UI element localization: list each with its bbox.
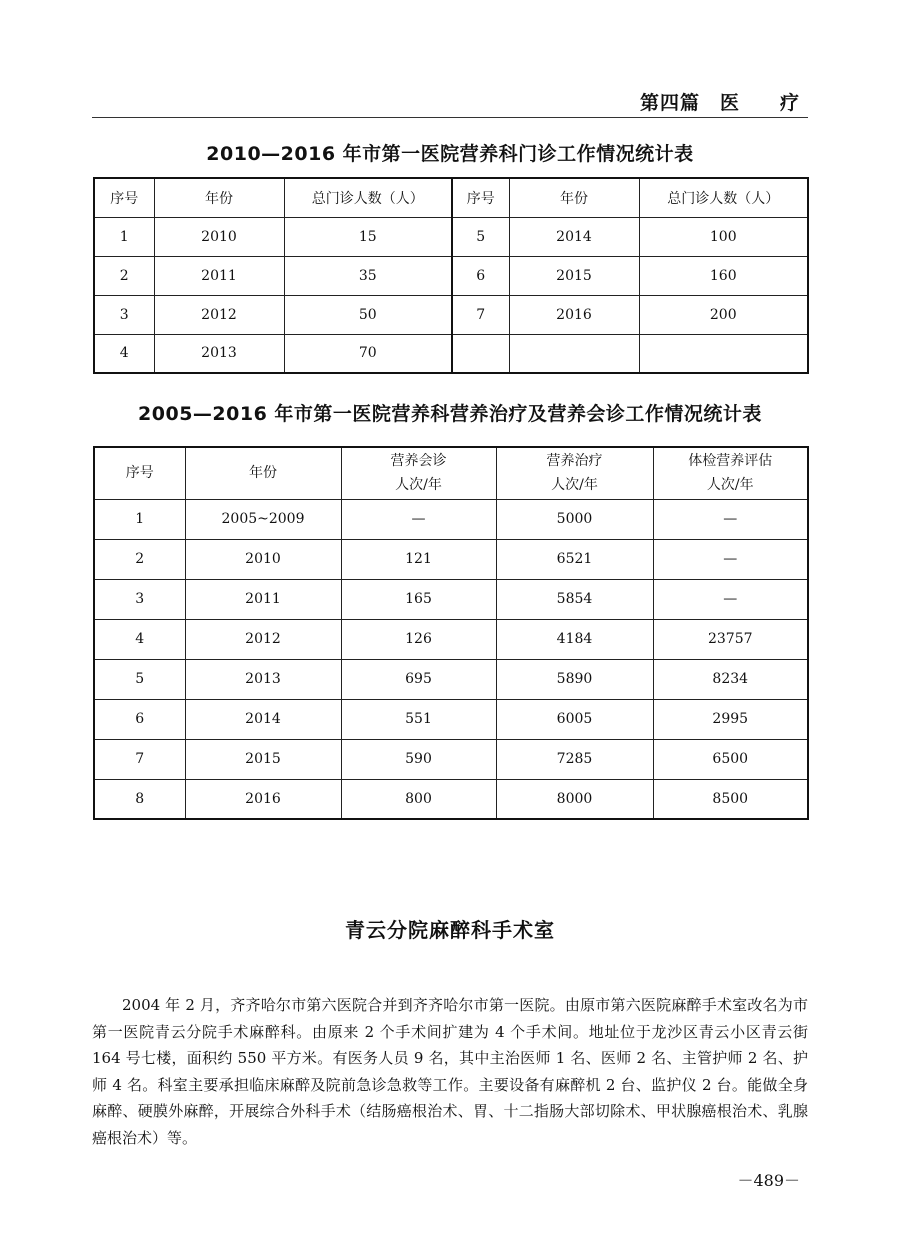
header-cell [496,447,653,499]
page-number: －489－ [737,1171,800,1190]
table-cell: 7 [452,295,509,334]
table-cell: 2005~2009 [185,499,341,539]
table-row [94,295,808,334]
table-cell: 5 [452,217,509,256]
header-cell [94,447,185,499]
table-cell: 160 [639,256,808,295]
table-cell: 4 [94,334,154,373]
header-cell: 年份 [509,178,639,217]
table-cell: 2016 [185,779,341,819]
table-cell: 6005 [496,699,653,739]
table2-title: 2005—2016 年市第一医院营养科营养治疗及营养会诊工作情况统计表 [138,403,762,425]
table-row [94,539,808,579]
table-cell: 8500 [653,779,808,819]
running-head: 第四篇 医 疗 [639,92,800,114]
table-header-row [94,178,808,217]
table-cell: 5854 [496,579,653,619]
header-line: 年份 [249,465,277,482]
table-cell: 2011 [185,579,341,619]
table-cell: 121 [341,539,496,579]
table-cell: 551 [341,699,496,739]
table-row [94,579,808,619]
table-cell: 70 [284,334,452,373]
table-cell: 15 [284,217,452,256]
table-cell: 165 [341,579,496,619]
table-row [94,256,808,295]
table-cell: 2013 [185,659,341,699]
table-cell: 2995 [653,699,808,739]
table-cell [452,334,509,373]
table-cell: 6 [94,699,185,739]
table-cell: — [341,499,496,539]
table-cell: 35 [284,256,452,295]
table-cell [639,334,808,373]
table-cell: — [653,499,808,539]
table-cell: 200 [639,295,808,334]
header-cell: 年份 [154,178,284,217]
table-cell: 3 [94,295,154,334]
header-cell: 总门诊人数（人） [639,178,808,217]
header-cell: 序号 [94,178,154,217]
table-cell: 6 [452,256,509,295]
table-row [94,217,808,256]
table-cell: 126 [341,619,496,659]
table-cell: — [653,539,808,579]
table1-title: 2010—2016 年市第一医院营养科门诊工作情况统计表 [206,143,694,165]
header-cell [653,447,808,499]
header-line: 营养会诊 [390,453,447,470]
table-cell: 6500 [653,739,808,779]
nutrition-therapy-table [93,446,809,820]
table-cell: 2012 [185,619,341,659]
body-paragraph: 2004 年 2 月，齐齐哈尔市第六医院合并到齐齐哈尔市第一医院。由原市第六医院麻醉手术室改名为市第一医院青云分院手术麻醉科。由原来 2 个手术间扩建为 4 个手术间。地址位于龙沙区青云小区青云街 164 号七楼，面积约 550 平方米。有医务人员 9 名，其中主治医师 1 名、医师 2 名、主管护师 2 名、护师 4 名。科室主要承担临床麻醉及院前急诊急救等工作。主要设备有麻醉机 2 台、监护仪 2 台。能做全身麻醉、硬膜外麻醉，开展综合外科手术（结肠癌根治术、胃、十二指肠大部切除术、甲状腺癌根治术、乳腺癌根治术）等。 [92,996,808,1147]
table-cell: 5000 [496,499,653,539]
table-row [94,334,808,373]
table-cell: 8 [94,779,185,819]
table-cell: 2015 [509,256,639,295]
table-cell: 1 [94,499,185,539]
table-cell [509,334,639,373]
table-header-row [94,447,808,499]
table-cell: 2010 [154,217,284,256]
table-cell: 2013 [154,334,284,373]
table-cell: 5890 [496,659,653,699]
table-cell: 2012 [154,295,284,334]
table-row [94,619,808,659]
header-line: 体检营养评估 [688,453,773,470]
table-cell: 2014 [185,699,341,739]
table-cell: 4 [94,619,185,659]
header-line: 营养治疗 [546,453,603,470]
table-cell: 5 [94,659,185,699]
header-unit: 人次/年 [551,477,598,494]
table-cell: 2 [94,539,185,579]
table-cell: 1 [94,217,154,256]
header-cell: 序号 [452,178,509,217]
table-cell: — [653,579,808,619]
table-cell: 8234 [653,659,808,699]
table-cell: 100 [639,217,808,256]
table-row [94,779,808,819]
header-unit: 人次/年 [706,477,754,494]
table-cell: 6521 [496,539,653,579]
table-cell: 7 [94,739,185,779]
table-cell: 23757 [653,619,808,659]
header-cell: 总门诊人数（人） [284,178,452,217]
table-cell: 4184 [496,619,653,659]
table-cell: 800 [341,779,496,819]
table-cell: 7285 [496,739,653,779]
header-cell [341,447,496,499]
table-row [94,499,808,539]
table-cell: 50 [284,295,452,334]
table-cell: 2010 [185,539,341,579]
outpatient-table [93,177,809,374]
header-line: 序号 [125,465,154,482]
table-cell: 2011 [154,256,284,295]
header-divider [92,117,808,118]
table-cell: 2014 [509,217,639,256]
table-cell: 2015 [185,739,341,779]
section-title: 青云分院麻醉科手术室 [345,918,555,942]
table-cell: 695 [341,659,496,699]
header-cell [185,447,341,499]
table-cell: 2016 [509,295,639,334]
table-cell: 590 [341,739,496,779]
table-cell: 2 [94,256,154,295]
table-cell: 3 [94,579,185,619]
table-row [94,739,808,779]
table-row [94,699,808,739]
table-cell: 8000 [496,779,653,819]
header-unit: 人次/年 [395,477,442,494]
table-row [94,659,808,699]
